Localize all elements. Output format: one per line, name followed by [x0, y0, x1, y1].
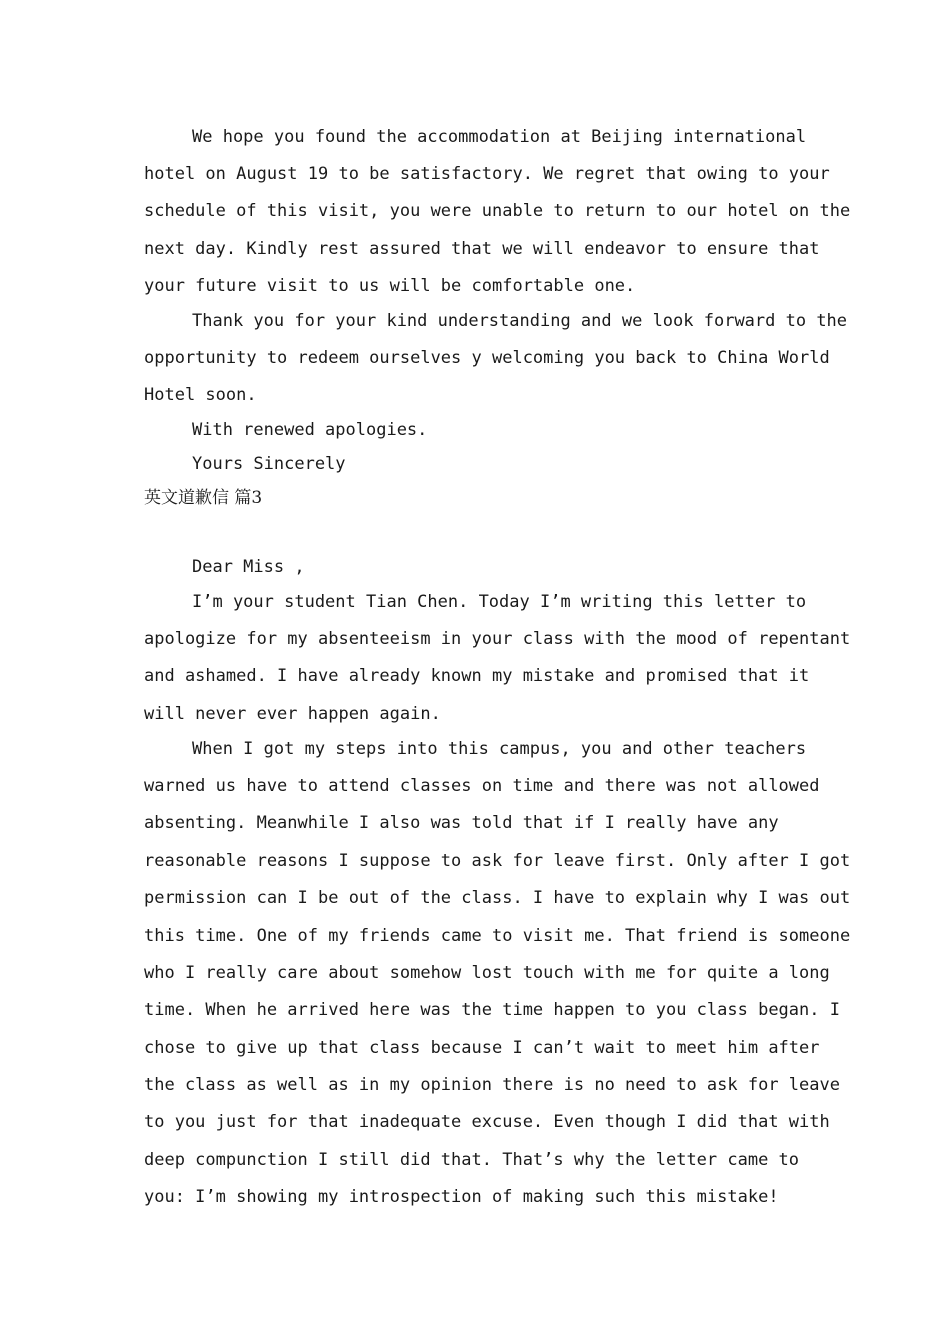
- text-line: Thank you for your kind understanding and we look forward to the: [192, 311, 848, 331]
- text-line: I’m your student Tian Chen. Today I’m writing this letter to: [192, 592, 807, 612]
- text-line: hotel on August 19 to be satisfactory. We regret that owing to your: [144, 164, 830, 184]
- text-line: who I really care about somehow lost touch with me for quite a long: [144, 963, 830, 983]
- signature-line: Yours Sincerely: [192, 454, 346, 474]
- text-line: time. When he arrived here was the time happen to you class began. I: [144, 1000, 840, 1020]
- text-line: apologize for my absenteeism in your class with the mood of repentant: [144, 629, 851, 649]
- text-line: deep compunction I still did that. That’s why the letter came to: [144, 1150, 800, 1170]
- text-line: We hope you found the accommodation at Beijing international: [192, 127, 807, 147]
- text-line: When I got my steps into this campus, you and other teachers: [192, 739, 807, 759]
- text-line: chose to give up that class because I can’t wait to meet him after: [144, 1038, 820, 1058]
- text-line: warned us have to attend classes on time and there was not allowed: [144, 776, 820, 796]
- text-line: next day. Kindly rest assured that we will endeavor to ensure that: [144, 239, 820, 259]
- text-line: absenting. Meanwhile I also was told that if I really have any: [144, 813, 779, 833]
- text-line: your future visit to us will be comfortable one.: [144, 276, 636, 296]
- text-line: and ashamed. I have already known my mistake and promised that it: [144, 666, 810, 686]
- text-line: you: I’m showing my introspection of making such this mistake!: [144, 1187, 779, 1207]
- salutation: Dear Miss ,: [192, 557, 305, 577]
- text-line: will never ever happen again.: [144, 704, 441, 724]
- closing-line: With renewed apologies.: [192, 420, 428, 440]
- text-line: the class as well as in my opinion there is no need to ask for leave: [144, 1075, 840, 1095]
- text-line: schedule of this visit, you were unable to return to our hotel on the: [144, 201, 851, 221]
- text-line: Hotel soon.: [144, 385, 257, 405]
- section-heading: 英文道歉信 篇3: [144, 488, 263, 508]
- text-line: reasonable reasons I suppose to ask for leave first. Only after I got: [144, 851, 851, 871]
- text-line: opportunity to redeem ourselves y welcoming you back to China World: [144, 348, 830, 368]
- text-line: this time. One of my friends came to visit me. That friend is someone: [144, 926, 851, 946]
- text-line: permission can I be out of the class. I have to explain why I was out: [144, 888, 851, 908]
- text-line: to you just for that inadequate excuse. Even though I did that with: [144, 1112, 830, 1132]
